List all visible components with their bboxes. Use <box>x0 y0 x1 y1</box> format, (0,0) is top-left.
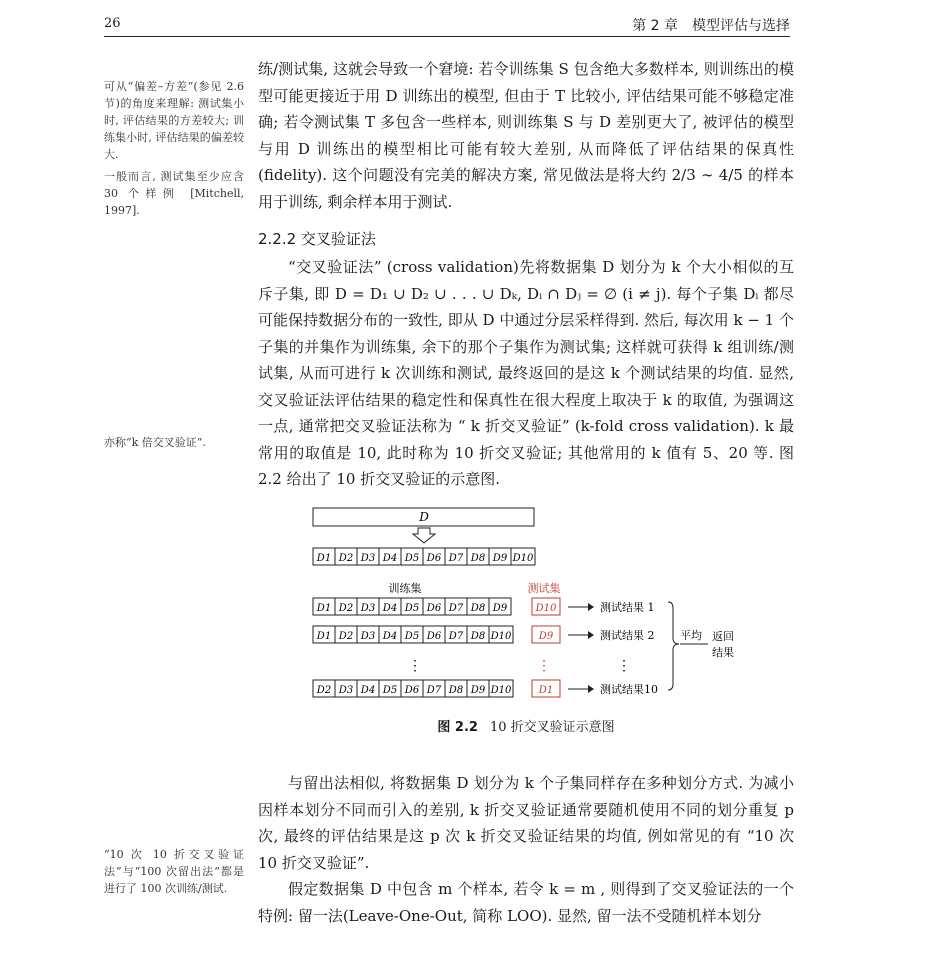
fold-3-train-7-label: D8 <box>448 685 464 696</box>
fold-1-train-5-label: D5 <box>404 603 420 614</box>
subset-10-label: D10 <box>512 553 534 564</box>
fold-3-test-label: D1 <box>538 685 554 696</box>
return-label-1: 返回 <box>712 630 734 643</box>
last-paragraph-block <box>258 876 794 929</box>
fold-1-train-3-label: D3 <box>360 603 376 614</box>
caption-number: 图 2.2 <box>437 720 478 735</box>
fold-1-train-7-label: D7 <box>448 603 464 614</box>
fold-3-train-9-label: D10 <box>490 685 512 696</box>
fold-3-train-4-label: D5 <box>382 685 398 696</box>
subset-5-label: D5 <box>404 553 420 564</box>
para-after-fig: 与留出法相似, 将数据集 D 划分为 k 个子集同样存在多种划分方式. 为减小因样本划分不同而引入的差别, k 折交叉验证通常要随机使用不同的划分重复 p 次, 最终的评估结果是这 p 次 k 折交叉验证结果的均值, 例如常见的有 “10 次 10 折交叉验证”. <box>258 774 794 872</box>
average-brace <box>668 602 679 690</box>
last-paragraph: 假定数据集 D 中包含 m 个样本, 若令 k = m , 则得到了交叉验证法的一个特例: 留一法(Leave-One-Out, 简称 LOO). 显然, 留一法不受随机样本划分 <box>258 880 794 925</box>
cv-paragraph-block <box>258 254 794 493</box>
dataset-label: D <box>419 510 429 524</box>
top-paragraph-block <box>258 56 794 215</box>
fold-3-train-2-label: D3 <box>338 685 354 696</box>
fold-rows <box>313 598 658 697</box>
subset-7-label: D7 <box>448 553 464 564</box>
subset-6-label: D6 <box>426 553 442 564</box>
subset-8-label: D8 <box>470 553 486 564</box>
fold-1-train-8-label: D8 <box>470 603 486 614</box>
fold-1-train-4-label: D4 <box>382 603 398 614</box>
fold-2-train-1-label: D1 <box>316 631 332 642</box>
cv-paragraph: “交叉验证法” (cross validation)先将数据集 D 划分为 k 个大小相似的互斥子集, 即 D = D₁ ∪ D₂ ∪ . . . ∪ Dₖ, Dᵢ ∩ Dⱼ = ∅ (i ≠ j). 每个子集 Dᵢ 都尽可能保持数据分布的一致性, 即从 D 中通过分层采样得到. 然后, 每次用 k − 1 个子集的并集作为训练集, 余下的那个子集作为测试集; 这样就可获得 k 组训练/测试集, 从而可进行 k 次训练和测试, 最终返回的是这 k 个测试结果的均值. 显然, 交叉验证法评估结果的稳定性和保真性在很大程度上取决于 k 的取值, 为强调这一点, 通常把交叉验证法称为 “ k 折交叉验证” (k-fold cross validation). k 最常用的取值是 10, 此时称为 10 折交叉验证; 其他常用的 k 值有 5、20 等. 图 2.2 给出了 10 折交叉验证的示意图. <box>258 258 794 488</box>
fold-2-train-6-label: D6 <box>426 631 442 642</box>
chapter-title: 第 2 章 模型评估与选择 <box>632 18 790 34</box>
fold-1-arrowhead <box>588 603 594 611</box>
top-paragraph: 练/测试集, 这就会导致一个窘境: 若令训练集 S 包含绝大多数样本, 则训练出的模型可能更接近于用 D 训练出的模型, 但由于 T 比较小, 评估结果可能不够稳定准确; 若令测试集 T 多包含一些样本, 则训练集 S 与 D 差别更大了, 被评估的模型与用 D 训练出的模型相比可能有较大差别, 从而降低了评估结果的保真性(fidelity). 这个问题没有完美的解决方案, 常见做法是将大约 2/3 ∼ 4/5 的样本用于训练, 剩余样本用于测试. <box>258 60 794 211</box>
side-note-4: “10 次 10 折交叉验证法”与“100 次留出法”都是进行了 100 次训练/测试. <box>104 848 244 895</box>
fold-2-train-8-label: D8 <box>470 631 486 642</box>
fold-2-train-7-label: D7 <box>448 631 464 642</box>
split-arrow-icon <box>413 528 435 543</box>
subset-3-label: D3 <box>360 553 376 564</box>
fold-3-train-8-label: D9 <box>470 685 486 696</box>
fold-3-train-6-label: D7 <box>426 685 442 696</box>
subset-1-label: D1 <box>316 553 332 564</box>
section-title: 2.2.2 交叉验证法 <box>258 230 376 248</box>
fold-1-test-label: D10 <box>535 603 557 614</box>
fold-3-result: 测试结果10 <box>600 683 658 696</box>
result-ellipsis: ⋮ <box>617 658 631 674</box>
fold-2-arrowhead <box>588 631 594 639</box>
subset-2-label: D2 <box>338 553 354 564</box>
side-note-3: 亦称“k 倍交叉验证”. <box>104 436 206 449</box>
fold-2-test-label: D9 <box>538 631 554 642</box>
caption-text: 10 折交叉验证示意图 <box>489 720 615 735</box>
subset-9-label: D9 <box>492 553 508 564</box>
side-note-1: 可从“偏差–方差”(参见 2.6 节)的角度来理解: 测试集小时, 评估结果的方差较大; 训练集小时, 评估结果的偏差较大. <box>104 80 244 161</box>
fold-1-train-6-label: D6 <box>426 603 442 614</box>
return-label-2: 结果 <box>712 646 734 659</box>
fold-2-train-9-label: D10 <box>490 631 512 642</box>
figure-caption <box>258 716 794 735</box>
page-header <box>104 14 790 37</box>
test-label: 测试集 <box>527 582 561 595</box>
fold-3-train-1-label: D2 <box>316 685 332 696</box>
fold-2-train-2-label: D2 <box>338 631 354 642</box>
side-note-2: 一般而言, 测试集至少应含 30 个样例 [Mitchell, 1997]. <box>104 170 244 217</box>
fold-3-arrowhead <box>588 685 594 693</box>
page-number: 26 <box>104 16 121 31</box>
fold-1-train-1-label: D1 <box>316 603 332 614</box>
fold-1-train-9-label: D9 <box>492 603 508 614</box>
subset-4-label: D4 <box>382 553 398 564</box>
cross-validation-figure <box>300 500 734 740</box>
para-after-fig-block <box>258 770 794 876</box>
train-label: 训练集 <box>388 582 422 595</box>
subset-row <box>313 548 535 565</box>
fold-1-train-2-label: D2 <box>338 603 354 614</box>
train-ellipsis: ⋮ <box>408 658 422 674</box>
fold-2-result: 测试结果 2 <box>600 629 655 642</box>
fold-2-train-5-label: D5 <box>404 631 420 642</box>
average-label: 平均 <box>680 629 702 642</box>
fold-3-train-3-label: D4 <box>360 685 376 696</box>
fold-1-result: 测试结果 1 <box>600 601 655 614</box>
fold-2-train-4-label: D4 <box>382 631 398 642</box>
fold-2-train-3-label: D3 <box>360 631 376 642</box>
test-ellipsis: ⋮ <box>537 658 551 674</box>
fold-3-train-5-label: D6 <box>404 685 420 696</box>
